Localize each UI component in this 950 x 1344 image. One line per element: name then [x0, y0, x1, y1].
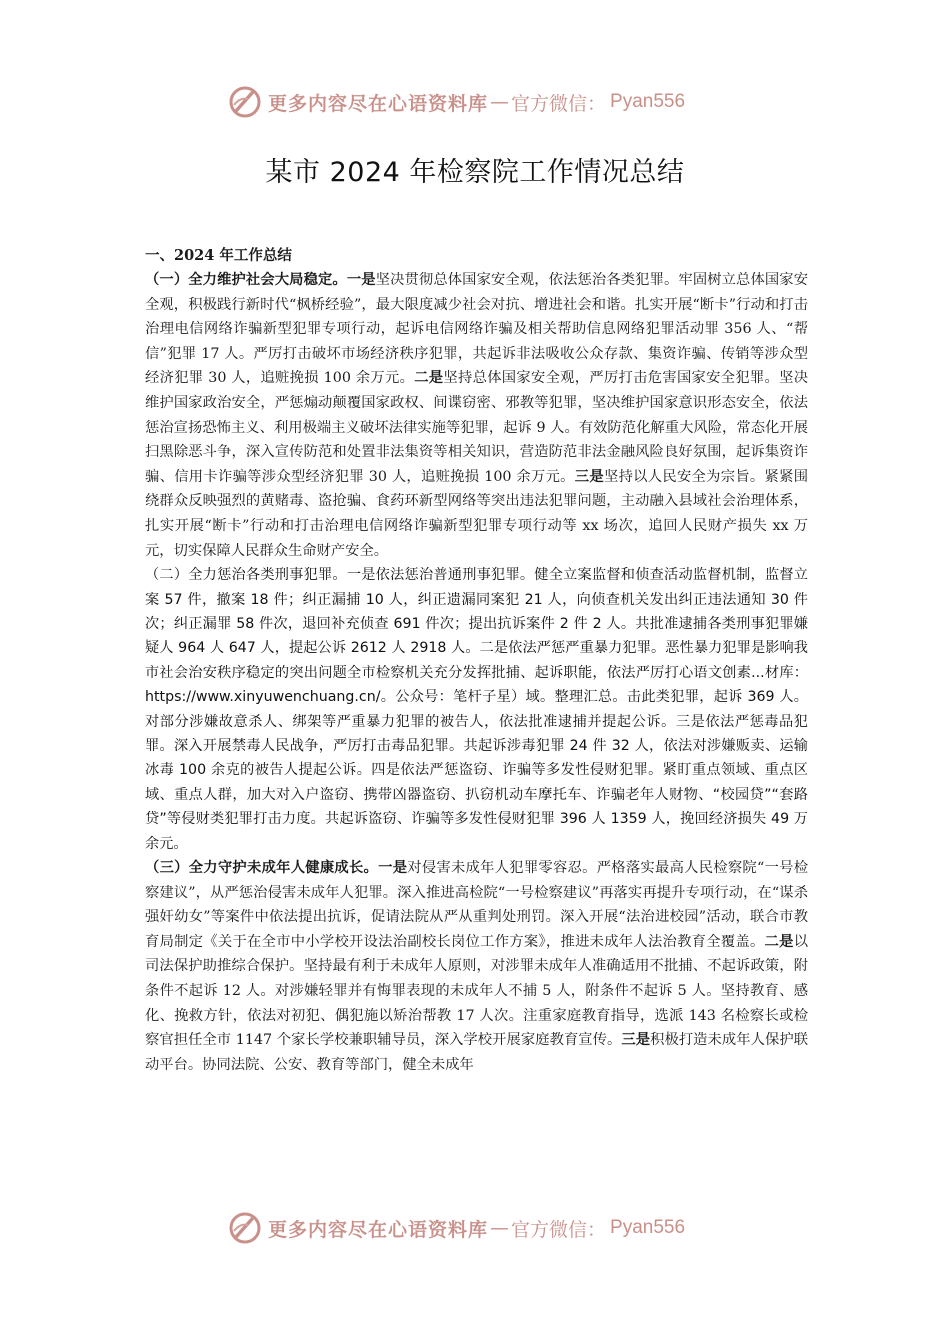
banner-separator: —	[490, 1217, 510, 1239]
keyword-second: 二是	[764, 933, 794, 950]
banner-wechat-label: 官方微信：	[511, 92, 607, 115]
pen-swirl-icon	[228, 85, 262, 119]
banner-wechat-id: Pyan556	[610, 1217, 686, 1238]
paragraph-section-1	[145, 268, 808, 563]
section-1-lead: （一）全力维护社会大局稳定。	[145, 272, 347, 288]
paragraph-section-2: （二）全力惩治各类刑事犯罪。一是依法惩治普通刑事犯罪。健全立案监督和侦查活动监督机制，监督立案 57 件，撤案 18 件；纠正漏捕 10 人，纠正遗漏同案犯 21 人，向侦查机关发出纠正违法通知 30 件次；纠正漏罪 58 件次，退回补充侦查 691 件次；提出抗诉案件 2 件 2 人。共批准逮捕各类刑事犯罪嫌疑人 964 人 647 人，提起公诉 2612 人 2918 人。二是依法严惩严重暴力犯罪。恶性暴力犯罪是影响我市社会治安秩序稳定的突出问题全市检察机关充分发挥批捕、起诉职能，依法严厉打心语文创素...材库：https://www.xinyuwenchuang.cn/。公众号：笔杆子星）域。整理汇总。击此类犯罪，起诉 369 人。对部分涉嫌故意杀人、绑架等严重暴力犯罪的被告人，依法批准逮捕并提起公诉。三是依法严惩毒品犯罪。深入开展禁毒人民战争，严厉打击毒品犯罪。共起诉涉毒犯罪 24 件 32 人，依法对涉嫌贩卖、运输冰毒 100 余克的被告人提起公诉。四是依法严惩盗窃、诈骗等多发性侵财犯罪。紧盯重点领域、重点区域、重点人群，加大对入户盗窃、携带凶器盗窃、扒窃机动车摩托车、诈骗老年人财物、“校园贷”“套路贷”等侵财类犯罪打击力度。共起诉盗窃、诈骗等多发性侵财犯罪 396 人 1359 人，挽回经济损失 49 万余元。	[145, 567, 808, 852]
keyword-second: 二是	[414, 370, 444, 387]
banner-wechat-label: 官方微信：	[511, 1218, 607, 1241]
paragraph-section-3	[145, 856, 808, 1077]
banner-text: 更多内容尽在心语资料库	[268, 1218, 489, 1241]
section-1-text-2: 坚持总体国家安全观，严厉打击危害国家安全犯罪。坚决维护国家政治安全，严惩煽动颠覆国家政权、间谍窃密、邪教等犯罪，坚决维护国家意识形态安全，依法惩治宣扬恐怖主义、利用极端主义破坏法律实施等犯罪，起诉 9 人。有效防范化解重大风险，常态化开展扫黑除恶斗争，深入宣传防范和处置非法集资等相关知识，营造防范非法金融风险良好氛围，起诉集资诈骗、信用卡诈骗等涉众型经济犯罪 30 人，追赃挽损 100 余万元。	[145, 370, 809, 485]
banner-wechat-id: Pyan556	[610, 91, 686, 112]
section-3-text-2: 以司法保护助推综合保护。坚持最有利于未成年人原则，对涉罪未成年人准确适用不批捕、不起诉政策，附条件不起诉 12 人。对涉嫌轻罪并有悔罪表现的未成年人不捕 5 人，附条件不起诉 5 人。坚持教育、感化、挽救方针，依法对初犯、偶犯施以矫治帮教 17 人次。注重家庭教育指导，选派 143 名检察长或检察官担任全市 1147 个家长学校兼职辅导员，深入学校开展家庭教育宣传。	[145, 933, 808, 1049]
pen-swirl-icon	[228, 1211, 262, 1245]
section-3-lead: （三）全力守护未成年人健康成长。	[145, 860, 379, 876]
section-1-text-1: 坚决贯彻总体国家安全观，依法惩治各类犯罪。牢固树立总体国家安全观，积极践行新时代“枫桥经验”，最大限度减少社会对抗、增进社会和谐。扎实开展“断卡”行动和打击治理电信网络诈骗新型犯罪专项行动，起诉电信网络诈骗及相关帮助信息网络犯罪活动罪 356 人、“帮信”犯罪 17 人。严厉打击破坏市场经济秩序犯罪，共起诉非法吸收公众存款、集资诈骗、传销等涉众型经济犯罪 30 人，追赃挽损 100 余万元。	[145, 272, 809, 387]
footer-banner	[228, 1208, 748, 1248]
section-3-text-3: 积极打造未成年人保护联动平台。协同法院、公安、教育等部门，健全未成年	[145, 1032, 808, 1073]
keyword-first: 一是	[346, 272, 376, 288]
section-3-text-1: 对侵害未成年人犯罪零容忍。严格落实最高人民检察院“一号检察建议”，从严惩治侵害未成年人犯罪。深入推进高检院“一号检察建议”再落实再提升专项行动，在“谋杀强奸幼女”等案件中依法提出抗诉，促请法院从严从重判处刑罚。深入开展“法治进校园”活动，联合市教育局制定《关于在全市中小学校开设法治副校长岗位工作方案》，推进未成年人法治教育全覆盖。	[145, 860, 809, 950]
banner-separator: —	[490, 91, 510, 113]
keyword-third: 三是	[574, 468, 604, 485]
section-heading: 一、2024 年工作总结	[145, 247, 292, 264]
keyword-first: 一是	[378, 860, 408, 876]
page-title: 某市 2024 年检察院工作情况总结	[265, 157, 685, 188]
banner-text: 更多内容尽在心语资料库	[268, 92, 489, 115]
header-banner	[228, 82, 748, 122]
section-1-text-3: 坚持以人民安全为宗旨。紧紧围绕群众反映强烈的黄赌毒、盗抢骗、食药环新型网络等突出违法犯罪问题，主动融入县域社会治理体系，扎实开展“断卡”行动和打击治理电信网络诈骗新型犯罪专项行动等 xx 场次，追回人民财产损失 xx 万元，切实保障人民群众生命财产安全。	[145, 468, 809, 559]
keyword-third: 三是	[621, 1032, 651, 1049]
document-body	[145, 244, 808, 1077]
